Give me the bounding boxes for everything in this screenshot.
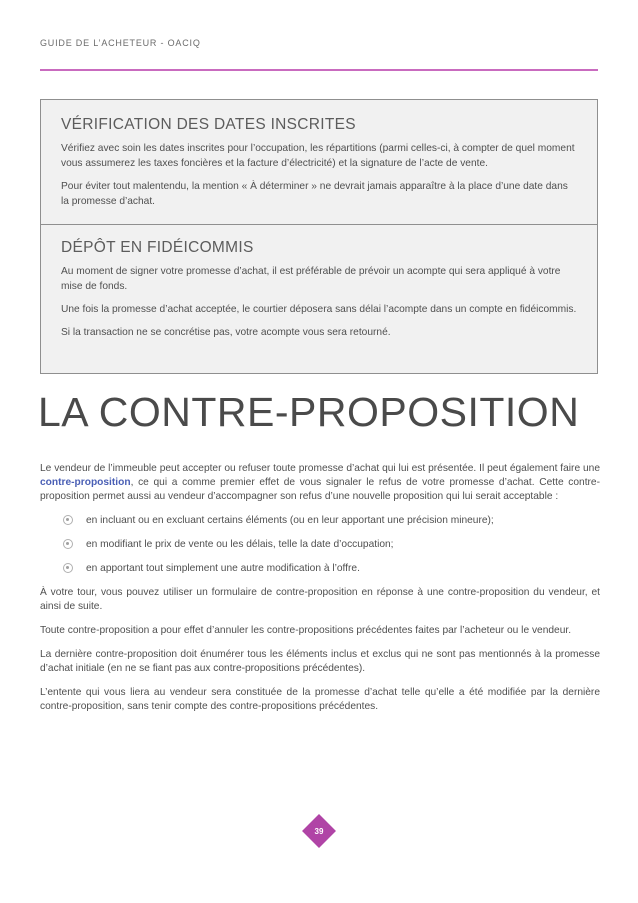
body-paragraph: Toute contre-proposition a pour effet d’annuler les contre-propositions précédentes faites par l’acheteur ou le vendeur.	[40, 625, 572, 636]
circle-bullet-icon	[63, 539, 73, 549]
list-item	[40, 562, 600, 576]
info-box-date-verification	[40, 99, 598, 225]
page-number: 39	[314, 826, 324, 836]
circle-bullet-icon	[63, 563, 73, 573]
info-box-trust-deposit	[40, 224, 598, 374]
section-title: LA CONTRE-PROPOSITION	[38, 389, 580, 435]
list-item	[40, 514, 600, 528]
intro-paragraph	[40, 462, 600, 504]
section-body	[40, 462, 600, 724]
box-paragraph: Pour éviter tout malentendu, la mention « À déterminer » ne devrait jamais apparaître à la place d’une date dans la promesse d’achat.	[61, 181, 568, 207]
list-item	[40, 538, 600, 552]
box-paragraph: Une fois la promesse d’achat acceptée, le courtier déposera sans délai l’acompte dans un compte en fidéicommis.	[61, 304, 577, 315]
list-item-text: en modifiant le prix de vente ou les délais, telle la date d’occupation;	[86, 539, 394, 550]
intro-text-after: , ce qui a comme premier effet de vous signaler le refus de votre promesse d’achat. Cette contre-proposition permet aussi au vendeur d’accompagner son refus d’une nouvelle proposition qui lui serait acceptable :	[40, 477, 600, 502]
body-paragraph: L’entente qui vous liera au vendeur sera constituée de la promesse d’achat telle qu’elle a été modifiée par la dernière contre-proposition, sans tenir compte des contre-propositions précédentes.	[40, 687, 600, 712]
box-paragraph: Si la transaction ne se concrétise pas, votre acompte vous sera retourné.	[61, 327, 391, 338]
list-item-text: en incluant ou en excluant certains éléments (ou en leur apportant une précision mineure);	[86, 515, 494, 526]
page-header-title: GUIDE DE L’ACHETEUR - OACIQ	[40, 38, 201, 48]
header-divider	[40, 69, 598, 71]
circle-bullet-icon	[63, 515, 73, 525]
body-paragraph: À votre tour, vous pouvez utiliser un formulaire de contre-proposition en réponse à une contre-proposition du vendeur, et ainsi de suite.	[40, 587, 600, 612]
box-paragraph: Vérifiez avec soin les dates inscrites pour l’occupation, les répartitions (parmi celles-ci, à compter de quel moment vous assumerez les taxes foncières et la facture d’électricité) et la signature de l’acte de vente.	[61, 143, 575, 169]
counter-proposal-link[interactable]: contre-proposition	[40, 477, 131, 488]
list-item-text: en apportant tout simplement une autre modification à l’offre.	[86, 563, 360, 574]
box-title: DÉPÔT EN FIDÉICOMMIS	[61, 239, 254, 256]
box-title: VÉRIFICATION DES DATES INSCRITES	[61, 116, 356, 133]
intro-text-before: Le vendeur de l’immeuble peut accepter ou refuser toute promesse d’achat qui lui est présentée. Il peut également faire une	[40, 463, 600, 474]
bullet-list	[40, 514, 600, 576]
box-paragraph: Au moment de signer votre promesse d’achat, il est préférable de prévoir un acompte qui sera appliqué à votre mise de fonds.	[61, 266, 561, 292]
body-paragraph: La dernière contre-proposition doit énumérer tous les éléments inclus et exclus qui ne sont pas mentionnés à la promesse d’achat initiale (en ne se fiant pas aux contre-propositions précédentes).	[40, 649, 600, 674]
